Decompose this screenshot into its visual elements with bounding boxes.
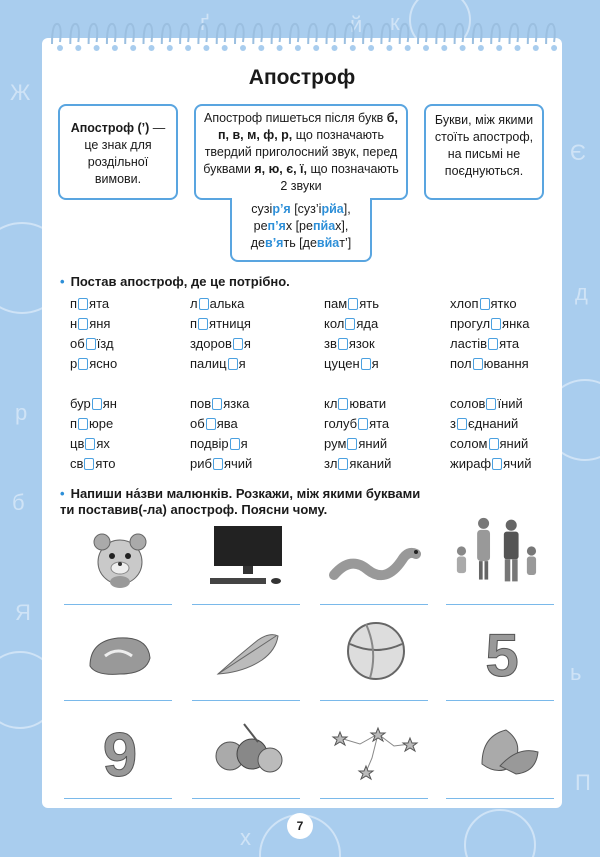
mint-leaf-picture bbox=[442, 714, 562, 784]
answer-line bbox=[64, 700, 172, 701]
rule-term: Апостроф (’) bbox=[70, 121, 150, 135]
spiral-ring bbox=[235, 24, 244, 44]
svg-text:Ж: Ж bbox=[10, 80, 31, 105]
example-line: дев’ять [девйат’] bbox=[250, 236, 352, 250]
spiral-ring bbox=[510, 24, 519, 44]
answer-line bbox=[320, 700, 428, 701]
spiral-ring bbox=[89, 24, 98, 44]
spiral-hole bbox=[423, 45, 429, 51]
spiral-ring bbox=[107, 24, 116, 44]
exercise-word: кол яда bbox=[324, 316, 379, 331]
apostrophe-box[interactable] bbox=[473, 358, 483, 370]
exercise-word: п юре bbox=[70, 416, 114, 431]
rule-usage-line1: Апостроф пишеться після букв bbox=[203, 111, 384, 125]
number-five-picture bbox=[442, 616, 562, 686]
apostrophe-box[interactable] bbox=[228, 358, 238, 370]
svg-text:к: к bbox=[390, 10, 400, 35]
constellation-picture bbox=[316, 714, 436, 784]
example-line: сузір’я [суз’ірйа], bbox=[251, 202, 351, 216]
family-picture bbox=[442, 516, 562, 586]
svg-text:р: р bbox=[15, 400, 28, 425]
worm-picture bbox=[316, 520, 436, 590]
spiral-ring bbox=[345, 24, 354, 44]
exercise-word: кл ювати bbox=[324, 396, 387, 411]
exercise-word: хлоп ятко bbox=[450, 296, 517, 311]
exercise-word: голуб ята bbox=[324, 416, 390, 431]
spiral-ring bbox=[400, 24, 409, 44]
apostrophe-box[interactable] bbox=[233, 338, 243, 350]
exercise-word: п ятниця bbox=[190, 316, 251, 331]
spiral-ring bbox=[327, 24, 336, 44]
svg-text:Я: Я bbox=[15, 600, 31, 625]
answer-line bbox=[320, 604, 428, 605]
spiral-hole bbox=[368, 45, 374, 51]
exercise-word: цуцен я bbox=[324, 356, 379, 371]
rule-usage-letters: б, п, в, м, ф, р, bbox=[217, 111, 398, 142]
apostrophe-box[interactable] bbox=[480, 298, 490, 310]
apostrophe-box[interactable] bbox=[491, 318, 501, 330]
apostrophe-box[interactable] bbox=[338, 338, 348, 350]
svg-text:ь: ь bbox=[570, 660, 582, 685]
spiral-ring bbox=[272, 24, 281, 44]
apostrophe-box[interactable] bbox=[78, 358, 88, 370]
apostrophe-box[interactable] bbox=[198, 318, 208, 330]
task1-heading: • Постав апостроф, де це потрібно. bbox=[60, 274, 290, 289]
svg-text:й: й bbox=[350, 12, 363, 37]
exercise-word: н яня bbox=[70, 316, 111, 331]
apostrophe-box[interactable] bbox=[78, 418, 88, 430]
answer-line bbox=[64, 604, 172, 605]
exercise-word: пол ювання bbox=[450, 356, 529, 371]
exercise-word: зв язок bbox=[324, 336, 375, 351]
spiral-hole bbox=[112, 45, 118, 51]
answer-line bbox=[192, 604, 300, 605]
answer-line bbox=[320, 798, 428, 799]
svg-text:5: 5 bbox=[485, 622, 519, 686]
spiral-hole bbox=[350, 45, 356, 51]
apostrophe-box[interactable] bbox=[199, 298, 209, 310]
apostrophe-box[interactable] bbox=[338, 458, 348, 470]
meat-picture bbox=[60, 616, 180, 686]
spiral-hole bbox=[94, 45, 100, 51]
spiral-ring bbox=[546, 24, 555, 44]
spiral-ring bbox=[436, 24, 445, 44]
task2-line2: ти поставив(-ла) апостроф. Поясни чому. bbox=[60, 502, 328, 517]
spiral-ring bbox=[418, 24, 427, 44]
apostrophe-box[interactable] bbox=[361, 358, 371, 370]
number-nine-picture bbox=[60, 714, 180, 784]
apostrophe-box[interactable] bbox=[348, 298, 358, 310]
example-line: реп’ях [репйах], bbox=[253, 219, 349, 233]
task2-heading: • Напиши на́зви малюнків. Розкажи, між якими буквами ти поставив(-ла) апостроф. Поясни чому. bbox=[60, 486, 421, 517]
spiral-hole bbox=[277, 45, 283, 51]
examples-box bbox=[230, 198, 372, 262]
svg-text:б: б bbox=[12, 490, 25, 515]
rule-definition-box bbox=[58, 104, 178, 200]
feather-picture bbox=[188, 616, 308, 686]
rule-definition: — це знак для роздільної вимови. bbox=[84, 121, 166, 186]
task2-line1: Напиши на́зви малюнків. Розкажи, між якими буквами bbox=[70, 486, 421, 501]
spiral-ring bbox=[144, 24, 153, 44]
exercise-word: з єднаний bbox=[450, 416, 519, 431]
spiral-ring bbox=[217, 24, 226, 44]
exercise-word: прогул янка bbox=[450, 316, 530, 331]
exercise-word: бур ян bbox=[70, 396, 117, 411]
exercise-word: жираф ячий bbox=[450, 456, 532, 471]
spiral-hole bbox=[203, 45, 209, 51]
rule-note-box bbox=[424, 104, 544, 200]
monitor-picture bbox=[188, 520, 308, 590]
task1-text: Постав апостроф, де це потрібно. bbox=[70, 274, 290, 289]
exercise-word: цв ях bbox=[70, 436, 110, 451]
exercise-word: п ята bbox=[70, 296, 110, 311]
svg-text:х: х bbox=[240, 825, 251, 850]
apostrophe-box[interactable] bbox=[486, 398, 496, 410]
spiral-hole bbox=[130, 45, 136, 51]
answer-line bbox=[192, 700, 300, 701]
apostrophe-box[interactable] bbox=[84, 458, 94, 470]
answer-line bbox=[446, 700, 554, 701]
apostrophe-box[interactable] bbox=[230, 438, 240, 450]
exercise-word: пов язка bbox=[190, 396, 250, 411]
spiral-binding bbox=[42, 18, 562, 58]
exercise-word: л алька bbox=[190, 296, 245, 311]
apostrophe-box[interactable] bbox=[457, 418, 467, 430]
spiral-hole bbox=[167, 45, 173, 51]
spiral-hole bbox=[258, 45, 264, 51]
spiral-ring bbox=[70, 24, 79, 44]
exercise-word: рум яний bbox=[324, 436, 388, 451]
spiral-hole bbox=[295, 45, 301, 51]
apostrophe-box[interactable] bbox=[338, 398, 348, 410]
ball-picture bbox=[316, 616, 436, 686]
spiral-hole bbox=[313, 45, 319, 51]
spiral-hole bbox=[496, 45, 502, 51]
exercise-word: солом яний bbox=[450, 436, 529, 451]
yarn-picture bbox=[188, 714, 308, 784]
rule-note: Букви, між якими стоїть апостроф, на письмі не поєднуються. bbox=[434, 113, 534, 178]
spiral-ring bbox=[491, 24, 500, 44]
page-number: 7 bbox=[287, 813, 313, 839]
answer-line bbox=[64, 798, 172, 799]
hamster-picture bbox=[60, 520, 180, 590]
spiral-hole bbox=[185, 45, 191, 51]
spiral-hole bbox=[240, 45, 246, 51]
apostrophe-box[interactable] bbox=[358, 418, 368, 430]
answer-line bbox=[192, 798, 300, 799]
svg-text:д: д bbox=[575, 280, 588, 305]
svg-text:ґ: ґ bbox=[200, 10, 210, 35]
answer-line bbox=[446, 604, 554, 605]
spiral-ring bbox=[308, 24, 317, 44]
svg-text:Є: Є bbox=[570, 140, 586, 165]
spiral-ring bbox=[52, 24, 61, 44]
spiral-hole bbox=[57, 45, 63, 51]
apostrophe-box[interactable] bbox=[347, 438, 357, 450]
apostrophe-box[interactable] bbox=[78, 298, 88, 310]
apostrophe-box[interactable] bbox=[489, 438, 499, 450]
spiral-hole bbox=[533, 45, 539, 51]
spiral-hole bbox=[441, 45, 447, 51]
spiral-hole bbox=[149, 45, 155, 51]
spiral-ring bbox=[198, 24, 207, 44]
exercise-word: ластів ята bbox=[450, 336, 520, 351]
svg-text:9: 9 bbox=[102, 721, 138, 784]
rule-usage-line3: що позначають 2 звуки bbox=[280, 162, 399, 193]
answer-line bbox=[446, 798, 554, 799]
spiral-ring bbox=[528, 24, 537, 44]
apostrophe-box[interactable] bbox=[86, 338, 96, 350]
spiral-hole bbox=[386, 45, 392, 51]
spiral-hole bbox=[515, 45, 521, 51]
svg-text:П: П bbox=[575, 770, 591, 795]
page-title: Апостроф bbox=[248, 66, 356, 89]
exercise-word: р ясно bbox=[70, 356, 118, 371]
spiral-hole bbox=[332, 45, 338, 51]
exercise-word: зл яканий bbox=[324, 456, 392, 471]
spiral-ring bbox=[290, 24, 299, 44]
apostrophe-box[interactable] bbox=[213, 458, 223, 470]
spiral-ring bbox=[473, 24, 482, 44]
exercise-word: пам ять bbox=[324, 296, 379, 311]
exercise-word: здоров я bbox=[190, 336, 251, 351]
exercise-word: солов їний bbox=[450, 396, 523, 411]
exercise-word: подвір я bbox=[190, 436, 248, 451]
spiral-ring bbox=[363, 24, 372, 44]
exercise-word: об їзд bbox=[70, 336, 114, 351]
apostrophe-box[interactable] bbox=[488, 338, 498, 350]
apostrophe-box[interactable] bbox=[345, 318, 355, 330]
spiral-hole bbox=[478, 45, 484, 51]
exercise-word: палиц я bbox=[190, 356, 246, 371]
spiral-hole bbox=[405, 45, 411, 51]
spiral-hole bbox=[222, 45, 228, 51]
spiral-ring bbox=[381, 24, 390, 44]
spiral-hole bbox=[551, 45, 557, 51]
spiral-ring bbox=[162, 24, 171, 44]
spiral-hole bbox=[75, 45, 81, 51]
apostrophe-box[interactable] bbox=[492, 458, 502, 470]
apostrophe-box[interactable] bbox=[92, 398, 102, 410]
spiral-ring bbox=[180, 24, 189, 44]
rule-usage-box bbox=[194, 104, 408, 200]
spiral-hole bbox=[460, 45, 466, 51]
apostrophe-box[interactable] bbox=[78, 318, 88, 330]
worksheet bbox=[42, 38, 562, 808]
apostrophe-box[interactable] bbox=[206, 418, 216, 430]
rule-usage-vowels: я, ю, є, ї, bbox=[254, 162, 308, 176]
rule-usage-line2: що позначають твердий приголосний звук, перед буквами bbox=[203, 128, 398, 176]
spiral-ring bbox=[455, 24, 464, 44]
spiral-ring bbox=[253, 24, 262, 44]
exercise-word: об ява bbox=[190, 416, 238, 431]
exercise-word: риб ячий bbox=[190, 456, 253, 471]
exercise-word: св ято bbox=[70, 456, 116, 471]
apostrophe-box[interactable] bbox=[85, 438, 95, 450]
spiral-ring bbox=[125, 24, 134, 44]
apostrophe-box[interactable] bbox=[212, 398, 222, 410]
